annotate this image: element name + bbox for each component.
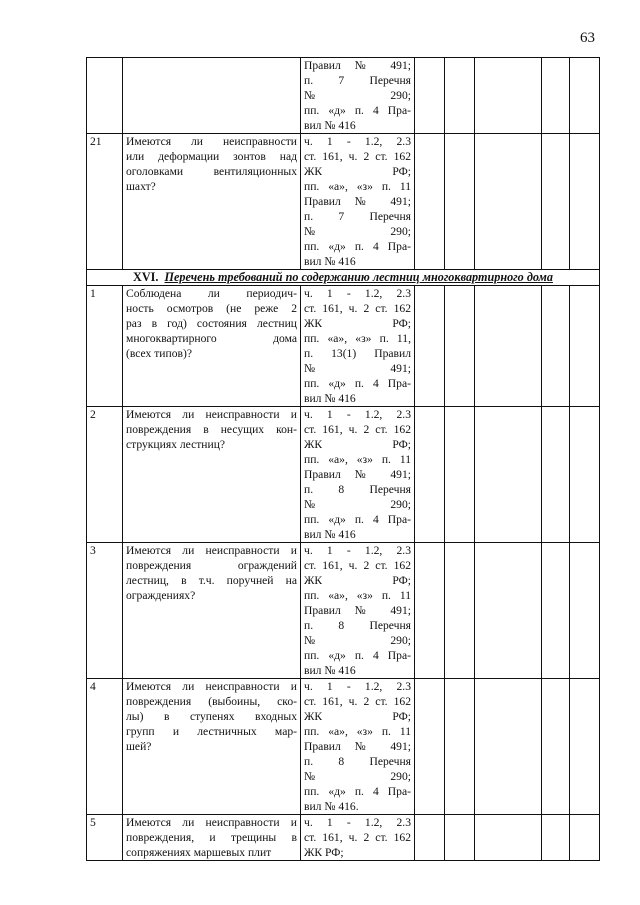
item-number: 21 xyxy=(87,134,123,270)
text-line: № 290; xyxy=(304,634,411,647)
answer-cell xyxy=(445,407,475,543)
answer-cell xyxy=(415,134,445,270)
answer-cell xyxy=(415,543,445,679)
answer-cell xyxy=(570,58,600,134)
text-line: оголовками вентиляционных xyxy=(126,165,297,178)
text-line: лы) в ступенях входных xyxy=(126,710,297,723)
requirements-table xyxy=(86,57,600,861)
text-line: № 290; xyxy=(304,225,411,238)
question-cell xyxy=(123,543,301,679)
text-line: повреждения в несущих кон- xyxy=(126,423,297,436)
text-line: струкциях лестниц? xyxy=(126,438,226,451)
text-line: ЖК РФ; xyxy=(304,574,411,587)
answer-cell xyxy=(542,407,570,543)
answer-cell xyxy=(445,286,475,407)
answer-cell xyxy=(445,543,475,679)
text-line: ЖК РФ; xyxy=(304,317,411,330)
text-line: № 491; xyxy=(304,362,411,375)
table-row xyxy=(87,679,600,815)
text-line: Имеются ли неисправности xyxy=(126,135,297,148)
table-body xyxy=(87,58,600,861)
text-line: Соблюдена ли периодич- xyxy=(126,287,297,300)
answer-cell xyxy=(570,407,600,543)
text-line: Правил № 491; xyxy=(304,468,411,481)
answer-cell xyxy=(570,134,600,270)
answer-cell xyxy=(542,58,570,134)
text-line: ЖК РФ; xyxy=(304,710,411,723)
item-number: 1 xyxy=(87,286,123,407)
text-line: повреждения (выбоины, ско- xyxy=(126,695,297,708)
answer-cell xyxy=(570,286,600,407)
text-line: № 290; xyxy=(304,498,411,511)
text-line: или деформации зонтов над xyxy=(126,150,297,163)
answer-cell xyxy=(475,543,542,679)
answer-cell xyxy=(445,58,475,134)
answer-cell xyxy=(475,286,542,407)
answer-cell xyxy=(475,407,542,543)
text-line: лестниц, в т.ч. поручней на xyxy=(126,574,297,587)
text-line: пп. «д» п. 4 Пра- xyxy=(304,513,411,526)
answer-cell xyxy=(570,679,600,815)
text-line: Имеются ли неисправности и xyxy=(126,408,297,421)
text-line: пп. «д» п. 4 Пра- xyxy=(304,240,411,253)
text-line: (всех типов)? xyxy=(126,347,192,360)
section-number: XVI. xyxy=(133,270,159,284)
text-line: п. 8 Перечня xyxy=(304,619,411,632)
text-line: ст. 161, ч. 2 ст. 162 xyxy=(304,831,411,844)
legal-reference-cell xyxy=(301,543,415,679)
legal-reference-cell xyxy=(301,134,415,270)
text-line: пп. «а», «з» п. 11 xyxy=(304,180,411,193)
text-line: п. 7 Перечня xyxy=(304,210,411,223)
text-line: пп. «а», «з» п. 11, xyxy=(304,332,411,345)
text-line: Правил № 491; xyxy=(304,740,411,753)
text-line: ч. 1 - 1.2, 2.3 xyxy=(304,135,411,148)
answer-cell xyxy=(415,679,445,815)
text-line: Имеются ли неисправности и xyxy=(126,816,297,829)
answer-cell xyxy=(542,815,570,861)
page-number: 63 xyxy=(580,30,595,46)
section-title-cell xyxy=(87,270,600,286)
legal-reference-cell xyxy=(301,407,415,543)
text-line: Имеются ли неисправности и xyxy=(126,544,297,557)
legal-reference-cell xyxy=(301,286,415,407)
answer-cell xyxy=(570,815,600,861)
item-number: 4 xyxy=(87,679,123,815)
table-row xyxy=(87,134,600,270)
legal-reference-cell xyxy=(301,679,415,815)
text-line: вил № 416 xyxy=(304,255,356,268)
text-line: ЖК РФ; xyxy=(304,438,411,451)
text-line: пп. «а», «з» п. 11 xyxy=(304,453,411,466)
item-number: 2 xyxy=(87,407,123,543)
text-line: шахт? xyxy=(126,180,156,193)
text-line: пп. «а», «з» п. 11 xyxy=(304,725,411,738)
text-line: повреждения, и трещины в xyxy=(126,831,297,844)
question-cell xyxy=(123,815,301,861)
text-line: вил № 416 xyxy=(304,664,356,677)
answer-cell xyxy=(415,407,445,543)
text-line: п. 13(1) Правил xyxy=(304,347,411,360)
text-line: пп. «а», «з» п. 11 xyxy=(304,589,411,602)
answer-cell xyxy=(542,543,570,679)
text-line: групп и лестничных мар- xyxy=(126,725,297,738)
table-row xyxy=(87,815,600,861)
text-line: Имеются ли неисправности и xyxy=(126,680,297,693)
answer-cell xyxy=(445,134,475,270)
text-line: п. 7 Перечня xyxy=(304,74,411,87)
answer-cell xyxy=(475,58,542,134)
text-line: № 290; xyxy=(304,89,411,102)
legal-reference-cell xyxy=(301,815,415,861)
section-title: Перечень требований по содержанию лестниц многоквартирного дома xyxy=(164,270,553,284)
text-line: пп. «д» п. 4 Пра- xyxy=(304,785,411,798)
text-line: вил № 416 xyxy=(304,392,356,405)
text-line: многоквартирного дома xyxy=(126,332,297,345)
text-line: ст. 161, ч. 2 ст. 162 xyxy=(304,150,411,163)
text-line: пп. «д» п. 4 Пра- xyxy=(304,377,411,390)
table-row xyxy=(87,543,600,679)
text-line: раз в год) состояния лестниц xyxy=(126,317,297,330)
answer-cell xyxy=(570,543,600,679)
text-line: ЖК РФ; xyxy=(304,165,411,178)
text-line: сопряжениях маршевых плит xyxy=(126,846,272,859)
question-cell xyxy=(123,286,301,407)
question-cell xyxy=(123,58,301,134)
answer-cell xyxy=(475,815,542,861)
text-line: п. 8 Перечня xyxy=(304,755,411,768)
text-line: ч. 1 - 1.2, 2.3 xyxy=(304,287,411,300)
table-row xyxy=(87,286,600,407)
answer-cell xyxy=(542,286,570,407)
text-line: № 290; xyxy=(304,770,411,783)
question-cell xyxy=(123,679,301,815)
answer-cell xyxy=(415,815,445,861)
answer-cell xyxy=(475,679,542,815)
answer-cell xyxy=(542,679,570,815)
answer-cell xyxy=(445,815,475,861)
text-line: ЖК РФ; xyxy=(304,846,344,859)
answer-cell xyxy=(445,679,475,815)
table-row xyxy=(87,407,600,543)
text-line: Правил № 491; xyxy=(304,59,411,72)
text-line: вил № 416 xyxy=(304,119,356,132)
text-line: ограждениях? xyxy=(126,589,196,602)
text-line: шей? xyxy=(126,740,152,753)
text-line: ст. 161, ч. 2 ст. 162 xyxy=(304,695,411,708)
text-line: ст. 161, ч. 2 ст. 162 xyxy=(304,559,411,572)
table-row xyxy=(87,58,600,134)
question-cell xyxy=(123,134,301,270)
section-header-row xyxy=(87,270,600,286)
text-line: Правил № 491; xyxy=(304,195,411,208)
question-cell xyxy=(123,407,301,543)
item-number: 5 xyxy=(87,815,123,861)
answer-cell xyxy=(415,286,445,407)
text-line: п. 8 Перечня xyxy=(304,483,411,496)
text-line: вил № 416. xyxy=(304,800,359,813)
item-number xyxy=(87,58,123,134)
text-line: ст. 161, ч. 2 ст. 162 xyxy=(304,302,411,315)
item-number: 3 xyxy=(87,543,123,679)
text-line: повреждения ограждений xyxy=(126,559,297,572)
text-line: ч. 1 - 1.2, 2.3 xyxy=(304,408,411,421)
text-line: пп. «д» п. 4 Пра- xyxy=(304,649,411,662)
answer-cell xyxy=(475,134,542,270)
text-line: ст. 161, ч. 2 ст. 162 xyxy=(304,423,411,436)
text-line: Правил № 491; xyxy=(304,604,411,617)
text-line: ч. 1 - 1.2, 2.3 xyxy=(304,816,411,829)
legal-reference-cell xyxy=(301,58,415,134)
text-line: пп. «д» п. 4 Пра- xyxy=(304,104,411,117)
text-line: ч. 1 - 1.2, 2.3 xyxy=(304,544,411,557)
answer-cell xyxy=(542,134,570,270)
text-line: ч. 1 - 1.2, 2.3 xyxy=(304,680,411,693)
text-line: вил № 416 xyxy=(304,528,356,541)
text-line: ность осмотров (не реже 2 xyxy=(126,302,297,315)
answer-cell xyxy=(415,58,445,134)
